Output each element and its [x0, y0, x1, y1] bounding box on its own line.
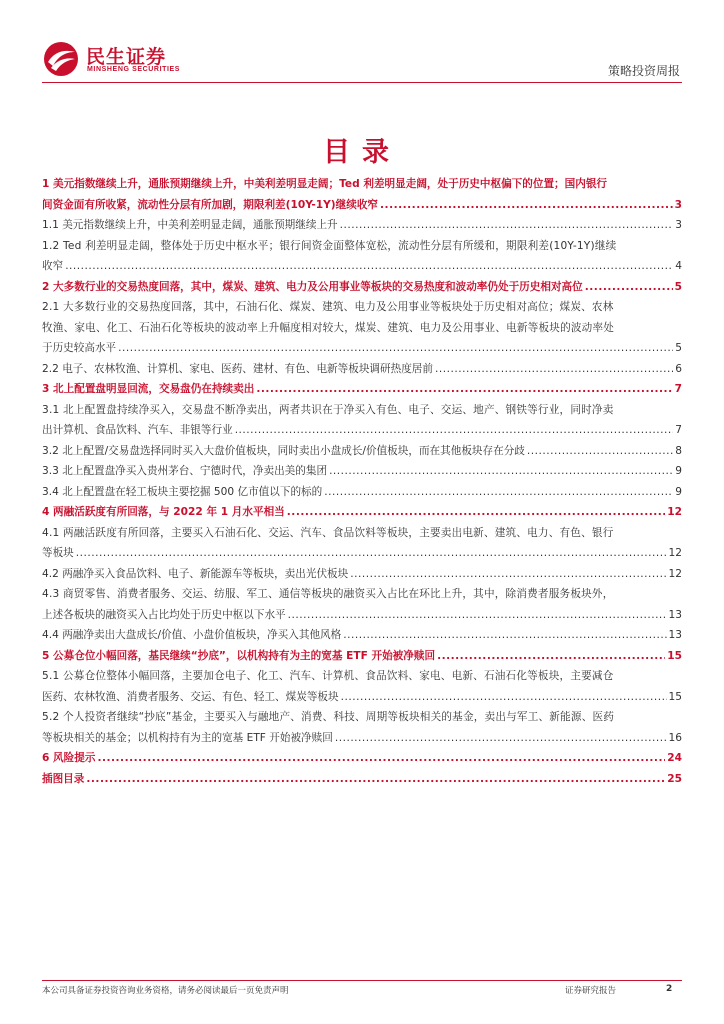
toc-entry-text: 等板块相关的基金；以机构持有为主的宽基 ETF 开始被净赎回	[42, 731, 333, 744]
report-type-label: 策略投资周报	[607, 64, 680, 78]
toc-leader-dots	[340, 215, 674, 236]
toc-entry-text: 2.1 大多数行业的交易热度回落，其中，石油石化、煤炭、建筑、电力及公用事业等板块处于历史相对高位；煤炭、农林	[42, 301, 614, 313]
toc-entry-text: 收窄	[42, 260, 64, 272]
footer-divider	[42, 980, 682, 981]
toc-entry[interactable]	[42, 441, 682, 462]
toc-entry[interactable]	[42, 482, 682, 503]
toc-entry-text: 插图目录	[42, 772, 85, 785]
toc-page-number: 4	[675, 260, 682, 272]
toc-page-number: 12	[667, 506, 682, 518]
toc-entry[interactable]	[42, 646, 682, 667]
header-divider	[42, 82, 682, 83]
table-of-contents	[42, 174, 682, 789]
toc-leader-dots	[287, 502, 665, 523]
toc-entry-text: 6 风险提示	[42, 752, 96, 764]
toc-entry-text: 4.1 两融活跃度有所回落，主要买入石油石化、交运、汽车、食品饮料等板块，主要卖出电新、建筑、电力、有色、银行	[42, 526, 614, 539]
toc-entry-text: 2 大多数行业的交易热度回落，其中，煤炭、建筑、电力及公用事业等板块的交易热度和波动率仍处于历史相对高位	[42, 280, 583, 293]
toc-title: 目录	[323, 137, 401, 168]
toc-entry-text: 出计算机、食品饮料、汽车、非银等行业	[42, 424, 233, 436]
toc-entry[interactable]	[42, 748, 682, 769]
toc-entry-text: 4.2 两融净买入食品饮料、电子、新能源车等板块，卖出光伏板块	[42, 567, 349, 580]
toc-entry-text: 3 北上配置盘明显回流，交易盘仍在持续卖出	[42, 383, 255, 395]
toc-entry-text: 等板块	[42, 547, 74, 559]
brand-name-cn: 民生证券	[86, 46, 167, 68]
toc-page-number: 25	[667, 772, 682, 785]
toc-entry[interactable]	[42, 174, 682, 215]
toc-leader-dots	[350, 564, 666, 585]
minsheng-logo-icon	[42, 40, 80, 78]
toc-page-number: 15	[668, 690, 682, 703]
toc-entry-text: 5.2 个人投资者继续“抄底”基金，主要买入与融地产、消费、科技、周期等板块相关的基金，卖出与军工、新能源、医药	[42, 711, 615, 723]
toc-leader-dots	[65, 256, 673, 277]
toc-entry-text: 上述各板块的融资买入占比均处于历史中枢以下水平	[42, 608, 286, 621]
toc-page-number: 13	[668, 608, 682, 621]
toc-leader-dots	[437, 646, 665, 667]
toc-entry[interactable]	[42, 379, 682, 400]
toc-page-number: 6	[675, 362, 682, 375]
toc-leader-dots	[435, 359, 673, 380]
footer-page-number: 2	[666, 984, 673, 994]
toc-entry[interactable]	[42, 707, 682, 748]
page-header	[0, 0, 724, 90]
toc-entry-text: 4.3 商贸零售、消费者服务、交运、纺服、军工、通信等板块的融资买入占比在环比上升，其中，除消费者服务板块外，	[42, 588, 614, 600]
toc-entry[interactable]	[42, 502, 682, 523]
toc-page-number: 5	[674, 280, 682, 293]
toc-entry-text: 1.1 美元指数继续上升，中美利差明显走阔，通胀预期继续上升	[42, 219, 338, 231]
toc-leader-dots	[118, 338, 673, 359]
toc-entry[interactable]	[42, 523, 682, 564]
toc-entry[interactable]	[42, 584, 682, 625]
toc-entry[interactable]	[42, 625, 682, 646]
brand-name-en: MINSHENG SECURITIES	[87, 66, 181, 73]
toc-entry-text: 于历史较高水平	[42, 342, 117, 354]
toc-entry[interactable]	[42, 400, 682, 441]
toc-page-number: 7	[674, 383, 682, 395]
toc-entry-text: 5.1 公募仓位整体小幅回落，主要加仓电子、化工、汽车、计算机、食品饮料、家电、电新、石油石化等板块，主要减仓	[42, 670, 614, 682]
toc-page-number: 9	[675, 465, 682, 477]
toc-leader-dots	[324, 482, 673, 503]
toc-page-number: 3	[674, 198, 682, 211]
toc-page-number: 15	[667, 649, 682, 662]
toc-page-number: 9	[675, 485, 682, 498]
toc-entry-text: 3.1 北上配置盘持续净买入，交易盘不断净卖出，两者共识在于净买入有色、电子、交运、地产、钢铁等行业，同时净卖	[42, 403, 614, 416]
toc-entry[interactable]	[42, 277, 682, 298]
toc-entry-text: 1 美元指数继续上升，通胀预期继续上升，中美利差明显走阔；Ted 利差明显走阔，处于历史中枢偏下的位置；国内银行	[42, 178, 608, 190]
toc-entry[interactable]	[42, 215, 682, 236]
toc-leader-dots	[76, 543, 667, 564]
toc-leader-dots	[343, 625, 666, 646]
footer-disclaimer: 本公司具备证券投资咨询业务资格，请务必阅读最后一页免责声明	[42, 986, 289, 996]
toc-page-number: 13	[668, 629, 682, 641]
toc-leader-dots	[341, 687, 667, 708]
footer-doc-type: 证券研究报告	[565, 986, 617, 996]
toc-page-number: 3	[675, 219, 682, 231]
toc-leader-dots	[97, 748, 665, 769]
toc-page-number: 8	[675, 444, 682, 457]
toc-leader-dots	[256, 379, 672, 400]
toc-page-number: 5	[675, 342, 682, 354]
toc-entry-text: 牧渔、家电、化工、石油石化等板块的波动率上升幅度相对较大，煤炭、建筑、电力及公用事业、电新等板块的波动率处	[42, 321, 615, 334]
toc-entry[interactable]	[42, 359, 682, 380]
toc-leader-dots	[288, 605, 667, 626]
toc-page-number: 12	[668, 567, 682, 580]
toc-entry-text: 4 两融活跃度有所回落，与 2022 年 1 月水平相当	[42, 506, 285, 518]
toc-entry-text: 3.3 北上配置盘净买入贵州茅台、宁德时代，净卖出美的集团	[42, 465, 328, 477]
toc-page-number: 16	[668, 731, 682, 744]
toc-entry-text: 5 公募仓位小幅回落，基民继续“抄底”，以机构持有为主的宽基 ETF 开始被净赎回	[42, 649, 436, 662]
toc-entry[interactable]	[42, 297, 682, 359]
toc-entry[interactable]	[42, 461, 682, 482]
toc-leader-dots	[527, 441, 673, 462]
toc-entry-text: 间资金面有所收紧，流动性分层有所加剧，期限利差(10Y-1Y)继续收窄	[42, 198, 379, 211]
toc-entry-text: 3.4 北上配置盘在轻工板块主要挖掘 500 亿市值以下的标的	[42, 485, 323, 498]
toc-page-number: 24	[667, 752, 682, 764]
toc-page-number: 12	[668, 547, 682, 559]
toc-entry[interactable]	[42, 666, 682, 707]
toc-entry-text: 3.2 北上配置/交易盘选择同时买入大盘价值板块，同时卖出小盘成长/价值板块，而在其他板块存在分歧	[42, 444, 525, 457]
brand-logo	[42, 40, 182, 80]
toc-entry[interactable]	[42, 769, 682, 790]
toc-leader-dots	[585, 277, 673, 298]
toc-entry[interactable]	[42, 564, 682, 585]
toc-entry[interactable]	[42, 236, 682, 277]
toc-leader-dots	[329, 461, 673, 482]
toc-entry-text: 4.4 两融净卖出大盘成长/价值、小盘价值板块，净买入其他风格	[42, 629, 342, 641]
toc-entry-text: 2.2 电子、农林牧渔、计算机、家电、医药、建材、有色、电新等板块调研热度居前	[42, 362, 433, 375]
toc-leader-dots	[235, 420, 674, 441]
toc-leader-dots	[380, 195, 673, 216]
toc-page-number: 7	[675, 424, 682, 436]
toc-leader-dots	[86, 769, 665, 790]
toc-entry-text: 1.2 Ted 利差明显走阔，整体处于历史中枢水平；银行间资金面整体宽松，流动性分层有所缓和，期限利差(10Y-1Y)继续	[42, 239, 617, 252]
toc-leader-dots	[335, 728, 667, 749]
toc-entry-text: 医药、农林牧渔、消费者服务、交运、有色、轻工、煤炭等板块	[42, 690, 339, 703]
